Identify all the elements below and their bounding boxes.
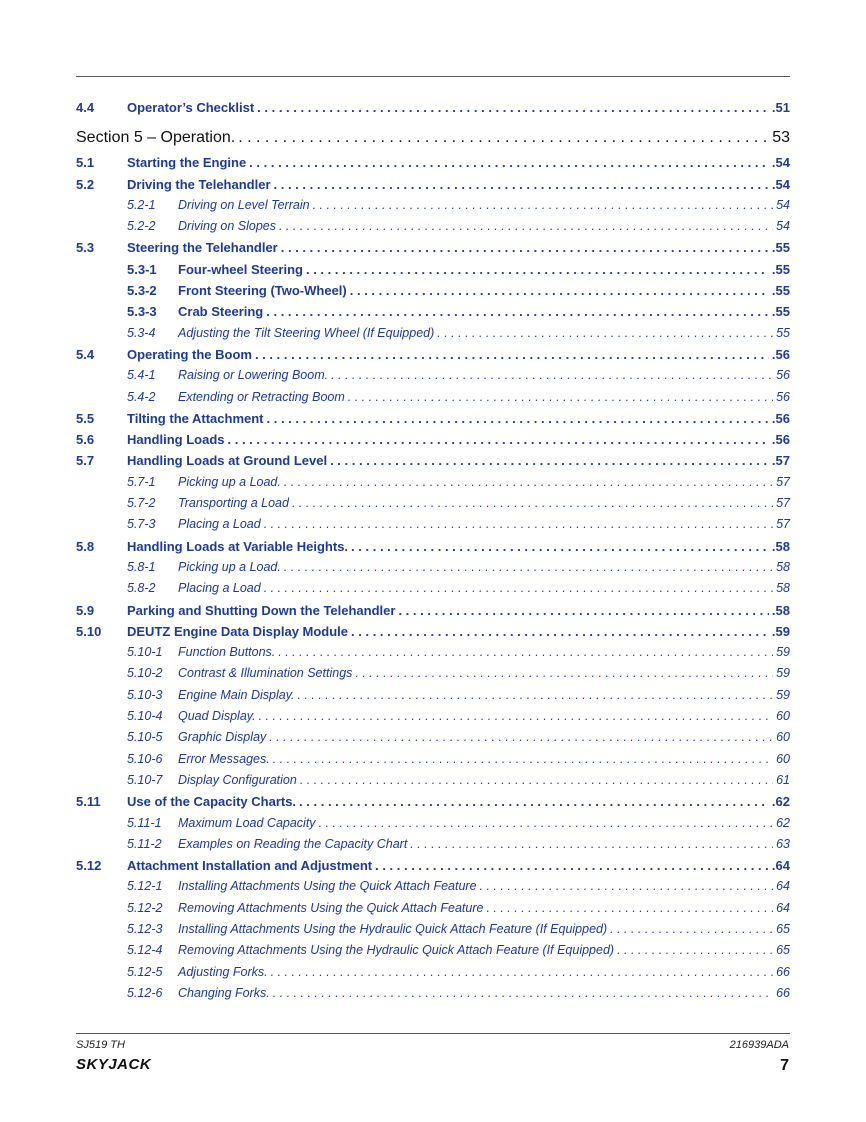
toc-entry-title: Graphic Display [178, 730, 267, 745]
toc-entry-number: 5.3-2 [127, 283, 157, 299]
dot-leader [319, 813, 774, 834]
toc-entry-page: .55 [771, 283, 790, 299]
toc-entry-page: .56 [771, 410, 790, 426]
toc-entry-title: Use of the Capacity Charts. [127, 794, 297, 810]
toc-entry[interactable] [76, 791, 790, 812]
toc-entry-title: Placing a Load [178, 517, 261, 532]
toc-entry-page: 57 [776, 517, 790, 532]
dot-leader [610, 919, 773, 940]
toc-entry-number: 5.10-6 [127, 751, 163, 766]
toc-entry-title: Examples on Reading the Capacity Chart [178, 836, 408, 851]
toc-entry[interactable] [76, 280, 790, 301]
toc-entry-title: Picking up a Load. [178, 559, 281, 574]
toc-entry-number: 5.10-7 [127, 772, 163, 787]
toc-entry-title: Contrast & Illumination Settings [178, 666, 353, 681]
toc-entry-number: 5.10-1 [127, 645, 163, 660]
toc-entry[interactable] [76, 536, 790, 557]
toc-entry-title: Front Steering (Two-Wheel) [178, 283, 347, 299]
toc-entry-page: 64 [776, 900, 790, 915]
toc-entry-number: 5.11-1 [127, 815, 162, 830]
toc-entry-page: 56 [776, 389, 790, 404]
dot-leader [348, 387, 773, 408]
toc-entry[interactable] [76, 237, 790, 258]
model-name: SJ519 TH [76, 1039, 125, 1051]
toc-entry-title: Installing Attachments Using the Quick Attach Feature [178, 879, 477, 894]
dot-leader [306, 259, 769, 280]
toc-entry[interactable] [76, 578, 790, 599]
toc-entry-page: 54 [776, 197, 790, 212]
toc-entry-title: Operator’s Checklist [127, 100, 255, 115]
dot-leader [300, 770, 773, 791]
toc-entry-page: 59 [776, 645, 790, 660]
dot-leader [330, 450, 769, 471]
toc-entry-number: 5.2-1 [127, 197, 156, 212]
toc-entry-title: Function Buttons. [178, 645, 276, 660]
toc-entry-number: 5.10 [76, 623, 102, 639]
toc-entry-number: 5.4 [76, 346, 95, 362]
dot-leader [375, 855, 769, 876]
dot-leader [279, 216, 773, 237]
footer-rule [76, 1033, 790, 1034]
dot-leader [486, 898, 773, 919]
toc-entry-title: Installing Attachments Using the Hydraulic Quick Attach Feature (If Equipped) [178, 921, 608, 936]
toc-entry-number: 5.12-5 [127, 964, 163, 979]
toc-entry-page: 54 [776, 219, 790, 234]
toc-entry-page: 66 [776, 985, 790, 1000]
toc-entry-page: .59 [771, 623, 790, 639]
toc-entry-page: 57 [776, 496, 790, 511]
toc-entry-title: Parking and Shutting Down the Telehandler [127, 602, 396, 618]
toc-entry-number: 5.3-1 [127, 261, 157, 277]
toc-entry-title: Transporting a Load [178, 496, 289, 511]
toc-entry-title: Placing a Load [178, 581, 261, 596]
toc-entry-title: Engine Main Display. [178, 687, 295, 702]
toc-entry-page: .55 [771, 261, 790, 277]
toc-entry[interactable] [76, 259, 790, 280]
toc-entry-title: Handling Loads at Variable Heights. [127, 538, 349, 554]
toc-entry-number: 5.9 [76, 602, 95, 618]
toc-entry[interactable] [76, 727, 790, 748]
toc-entry-page: .58 [771, 602, 790, 618]
toc-entry-page: .58 [771, 538, 790, 554]
dot-leader [292, 493, 773, 514]
toc-entry-page: 59 [776, 687, 790, 702]
toc-entry-page: 55 [776, 325, 790, 340]
toc-entry-page: .57 [771, 453, 790, 469]
toc-entry-title: Operating the Boom [127, 346, 252, 362]
toc-entry[interactable] [76, 557, 790, 578]
dot-leader [269, 727, 773, 748]
toc-entry-number: 5.4-1 [127, 368, 156, 383]
toc-entry-number: 5.7-2 [127, 496, 156, 511]
toc-entry[interactable] [76, 493, 790, 514]
toc-entry-title: Steering the Telehandler [127, 240, 278, 256]
toc-entry[interactable] [76, 344, 790, 365]
dot-leader [350, 280, 769, 301]
toc-entry-title: Error Messages. [178, 751, 270, 766]
dot-leader [284, 557, 773, 578]
toc-entry[interactable] [76, 174, 790, 195]
toc-entry-title: Handling Loads [127, 432, 225, 448]
toc-entry-page: 65 [776, 921, 790, 936]
toc-entry-number: 5.2-2 [127, 219, 156, 234]
toc-entry-page: 57 [776, 474, 790, 489]
toc-entry[interactable] [76, 663, 790, 684]
dot-leader [255, 344, 769, 365]
dot-leader [313, 195, 774, 216]
dot-leader [351, 621, 769, 642]
toc-entry[interactable] [76, 600, 790, 621]
toc-entry-page: 53 [772, 129, 790, 147]
toc-entry-page: 60 [776, 751, 790, 766]
toc-entry-page: 65 [776, 943, 790, 958]
toc-entry-number: 5.4-2 [127, 389, 156, 404]
dot-leader [264, 514, 773, 535]
toc-entry-number: 5.8-1 [127, 559, 156, 574]
toc-entry-number: 5.11 [76, 794, 101, 810]
dot-leader [273, 749, 773, 770]
toc-entry[interactable] [76, 429, 790, 450]
toc-entry-number: 5.8 [76, 538, 95, 554]
dot-leader [259, 706, 774, 727]
toc-entry-number: 5.10-2 [127, 666, 163, 681]
toc-entry[interactable] [76, 365, 790, 386]
dot-leader [355, 663, 773, 684]
toc-entry-page: 59 [776, 666, 790, 681]
toc-entry[interactable] [76, 323, 790, 344]
toc-entry-title: Driving on Slopes [178, 219, 276, 234]
toc-entry-page: .56 [771, 432, 790, 448]
toc-entry-page: 58 [776, 581, 790, 596]
toc-entry[interactable] [76, 97, 790, 118]
toc-entry-number: 5.7-1 [127, 474, 156, 489]
toc-entry-title: Adjusting the Tilt Steering Wheel (If Equipped) [178, 325, 435, 340]
toc-entry-number: 5.7-3 [127, 517, 156, 532]
dot-leader [267, 408, 769, 429]
table-of-contents [76, 97, 790, 1004]
toc-entry-page: 56 [776, 368, 790, 383]
toc-entry[interactable] [76, 450, 790, 471]
toc-entry[interactable] [76, 216, 790, 237]
toc-entry-page: .54 [771, 155, 790, 171]
toc-entry-page: 58 [776, 559, 790, 574]
toc-entry-title: Tilting the Attachment [127, 410, 264, 426]
toc-entry[interactable] [76, 195, 790, 216]
toc-entry-title: Quad Display. [178, 709, 256, 724]
toc-entry-title: Raising or Lowering Boom. [178, 368, 329, 383]
dot-leader [351, 536, 769, 557]
toc-entry-page: .64 [771, 858, 790, 874]
dot-leader [274, 174, 769, 195]
toc-entry-title: Driving on Level Terrain [178, 197, 310, 212]
toc-entry-page: .62 [771, 794, 790, 810]
skyjack-logo: SKYJACK [76, 1056, 152, 1073]
toc-entry-number: 5.12-4 [127, 943, 163, 958]
dot-leader [398, 600, 768, 621]
toc-entry-number: 5.10-3 [127, 687, 163, 702]
toc-entry-title: Crab Steering [178, 304, 264, 320]
toc-entry-title: Four-wheel Steering [178, 261, 303, 277]
toc-entry[interactable] [76, 940, 790, 961]
toc-entry-title: Driving the Telehandler [127, 176, 271, 192]
toc-entry-page: .55 [771, 240, 790, 256]
toc-entry-number: 5.11-2 [127, 836, 162, 851]
dot-leader [331, 365, 773, 386]
toc-entry-page: .54 [771, 176, 790, 192]
toc-entry-title: Changing Forks. [178, 985, 270, 1000]
toc-entry[interactable] [76, 898, 790, 919]
dot-leader [437, 323, 773, 344]
toc-entry-title: Removing Attachments Using the Hydraulic Quick Attach Feature (If Equipped) [178, 943, 615, 958]
toc-entry-number: 5.10-4 [127, 709, 163, 724]
dot-leader [480, 876, 774, 897]
dot-leader [266, 301, 769, 322]
toc-entry[interactable] [76, 834, 790, 855]
dot-leader [249, 152, 769, 173]
toc-entry[interactable] [76, 813, 790, 834]
dot-leader [299, 791, 769, 812]
toc-entry[interactable] [76, 919, 790, 940]
toc-entry-page: 66 [776, 964, 790, 979]
dot-leader [271, 962, 773, 983]
toc-entry[interactable] [76, 387, 790, 408]
toc-entry-number: 4.4 [76, 100, 95, 115]
toc-entry[interactable] [76, 983, 790, 1004]
toc-entry-title: Display Configuration [178, 772, 297, 787]
page-number: 7 [780, 1057, 789, 1074]
dot-leader [298, 685, 774, 706]
toc-entry-number: 5.12-2 [127, 900, 163, 915]
dot-leader [281, 237, 769, 258]
toc-section-heading[interactable] [76, 118, 790, 150]
toc-entry-title: Maximum Load Capacity [178, 815, 316, 830]
toc-entry-title: Handling Loads at Ground Level [127, 453, 328, 469]
toc-entry[interactable] [76, 770, 790, 791]
toc-entry-page: 63 [776, 836, 790, 851]
toc-entry[interactable] [76, 152, 790, 173]
toc-entry-number: 5.7 [76, 453, 95, 469]
toc-entry-page: 62 [776, 815, 790, 830]
toc-entry-title: Section 5 – Operation. [76, 129, 236, 147]
toc-entry-number: 5.3-3 [127, 304, 157, 320]
toc-entry[interactable] [76, 642, 790, 663]
toc-entry-number: 5.10-5 [127, 730, 163, 745]
toc-entry-title: Adjusting Forks. [178, 964, 268, 979]
toc-entry[interactable] [76, 706, 790, 727]
toc-entry-number: 5.3-4 [127, 325, 156, 340]
dot-leader [273, 983, 773, 1004]
toc-entry-number: 5.8-2 [127, 581, 156, 596]
toc-entry-title: Extending or Retracting Boom [178, 389, 345, 404]
header-rule [76, 76, 790, 77]
toc-entry-number: 5.12-3 [127, 921, 163, 936]
toc-entry-page: 60 [776, 730, 790, 745]
toc-entry-number: 5.1 [76, 155, 95, 171]
dot-leader [228, 429, 769, 450]
toc-entry-title: Starting the Engine [127, 155, 247, 171]
toc-entry-page: 64 [776, 879, 790, 894]
toc-entry[interactable] [76, 301, 790, 322]
toc-entry-number: 5.12-6 [127, 985, 163, 1000]
toc-entry-number: 5.6 [76, 432, 95, 448]
toc-entry[interactable] [76, 749, 790, 770]
toc-entry-number: 5.12-1 [127, 879, 163, 894]
document-number: 216939ADA [729, 1039, 789, 1051]
toc-entry-page: 60 [776, 709, 790, 724]
toc-entry[interactable] [76, 514, 790, 535]
toc-entry[interactable] [76, 855, 790, 876]
dot-leader [264, 578, 773, 599]
toc-entry-page: .56 [771, 346, 790, 362]
dot-leader [284, 472, 773, 493]
toc-entry-title: Picking up a Load. [178, 474, 281, 489]
toc-entry-number: 5.3 [76, 240, 95, 256]
toc-entry-number: 5.5 [76, 410, 95, 426]
dot-leader [410, 834, 773, 855]
toc-entry[interactable] [76, 876, 790, 897]
dot-leader [278, 642, 773, 663]
toc-entry[interactable] [76, 408, 790, 429]
toc-entry[interactable] [76, 621, 790, 642]
toc-entry[interactable] [76, 685, 790, 706]
toc-entry-number: 5.2 [76, 176, 95, 192]
dot-leader [257, 97, 769, 118]
toc-entry-title: DEUTZ Engine Data Display Module [127, 623, 349, 639]
toc-entry-page: .55 [771, 304, 790, 320]
toc-entry-number: 5.12 [76, 858, 102, 874]
dot-leader [617, 940, 773, 961]
toc-entry[interactable] [76, 472, 790, 493]
toc-entry-page: 61 [776, 772, 790, 787]
toc-entry[interactable] [76, 962, 790, 983]
toc-entry-title: Attachment Installation and Adjustment [127, 858, 373, 874]
toc-entry-title: Removing Attachments Using the Quick Attach Feature [178, 900, 484, 915]
toc-entry-page: .51 [771, 100, 790, 115]
